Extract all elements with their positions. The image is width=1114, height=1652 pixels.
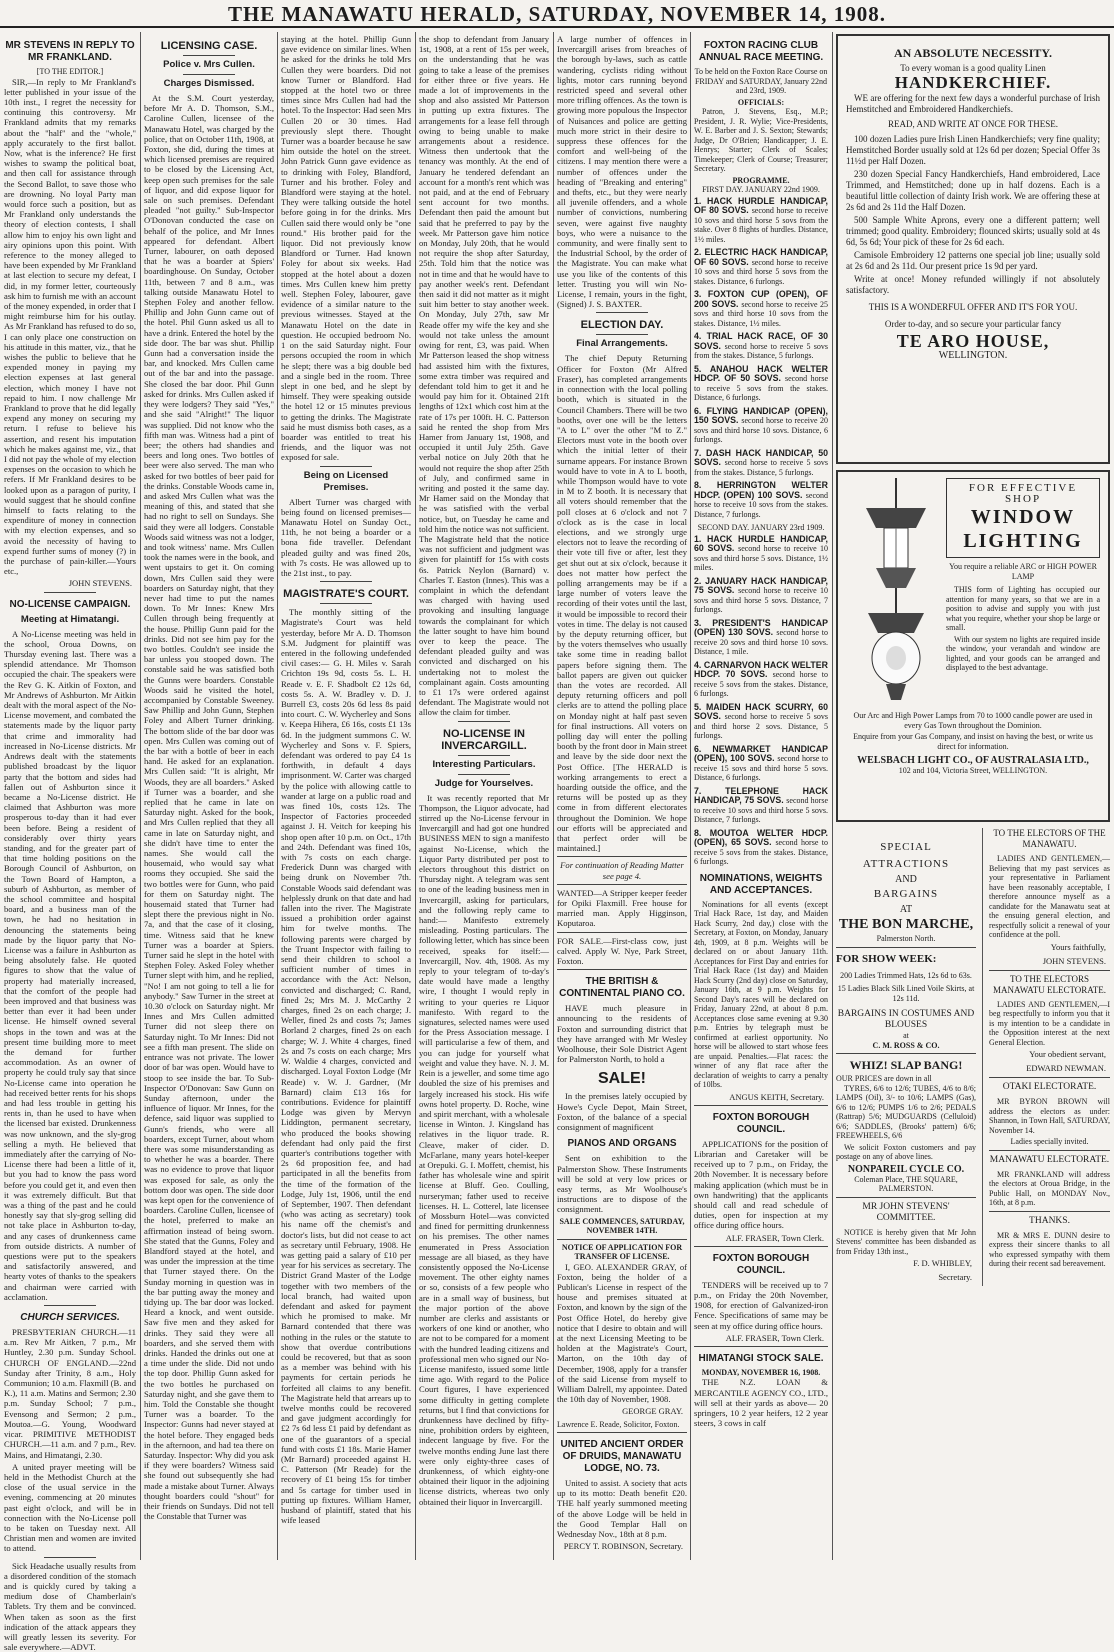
column-2: [144, 34, 274, 1558]
race-description: second horse to receive 5 sovs from the stakes. Distance, 5 furlongs.: [694, 341, 828, 360]
column-1: [4, 34, 136, 1652]
divider: [596, 312, 648, 313]
council-2-signature: ALF. FRASER, Town Clerk.: [725, 1332, 824, 1343]
day-1-heading: FIRST DAY. JANUARY 22nd 1909.: [702, 185, 820, 194]
lighting-shop: SHOP: [1004, 493, 1042, 505]
druids-signature: PERCY T. ROBINSON, Secretary.: [563, 1541, 683, 1552]
race-entry: [694, 290, 828, 328]
race-meeting-title: FOXTON RACING CLUB ANNUAL RACE MEETING.: [698, 40, 824, 63]
race-entry: [694, 829, 828, 867]
handkerchief-advert: [836, 34, 1110, 464]
electors-sig-2: JOHN STEVENS.: [1042, 955, 1106, 966]
nolicense-title: NO-LICENSE CAMPAIGN.: [9, 598, 131, 610]
race-entry: [694, 745, 828, 783]
divider: [183, 74, 235, 75]
lighting-requirement: You require a reliable ARC or HIGH POWER LAMP: [949, 562, 1097, 581]
race-name: 4. TRIAL HACK RACE, OF 30 SOVS.: [694, 331, 828, 351]
order-today: Order to-day, and so secure your particular fancy: [884, 319, 1062, 329]
letter-signature: JOHN STEVENS.: [68, 578, 132, 589]
letter-to: [TO THE EDITOR.]: [36, 67, 104, 76]
divider: [694, 1246, 828, 1247]
licensing-subtitle: Police v. Mrs Cullen.: [163, 59, 255, 70]
race-description: second horse to receive 10 sovs and third horse 5 sovs from the stakes. Distance, 6 furlongs.: [694, 257, 828, 286]
race-name: 3. PRESIDENT'S HANDICAP (OPEN) 130 SOVS.: [694, 617, 828, 637]
licensed-premises-body: Albert Turner was charged with being found on licensed premises—Manawatu Hotel on Sunday Oct., 11th, he not being a boarder or a bona fide traveller. Defendant pleaded guilty and was fined 20s, with 7s costs. He was allowed up to the 21st inst., to pay.: [281, 496, 411, 578]
transfer-signature: GEORGE GRAY.: [622, 1406, 683, 1417]
council-title: FOXTON BOROUGH COUNCIL.: [712, 1111, 810, 1135]
bon-special: SPECIAL: [880, 841, 932, 853]
race-name: 6. NEWMARKET HANDICAP (OPEN), 100 SOVS.: [694, 743, 828, 763]
otaki-title: OTAKI ELECTORATE.: [1002, 1082, 1097, 1092]
piano-body-3: Sent on exhibition to the Palmerston Show. These Instruments will be sold at very low prices or easy terms, as Mr Woolhouse's instructions are to dispose of the consignment.: [557, 1153, 687, 1215]
race-description: second horse to receive 5 sovs from the stakes. Distance, 5 furlongs.: [694, 458, 828, 477]
race-name: 1. HACK HURDLE HANDICAP, OF 80 SOVS.: [694, 195, 828, 215]
race-entry: [694, 449, 828, 478]
race-entry: [694, 661, 828, 699]
day-2-heading: SECOND DAY. JANUARY 23rd 1909.: [697, 523, 825, 532]
lighting-lighting: LIGHTING: [963, 530, 1083, 552]
offer-item-3: 500 Sample White Aprons, every one a different pattern; well trimmed; good quality. Embroidery; flounced skirts; usually sold at 4s 6d, 5s 6d; Your pick of these for 2s 6d each.: [846, 215, 1100, 247]
race-description: second horse to receive 5 sovs and third horse 2 sovs. Distance, 5 furlongs.: [694, 712, 828, 740]
read-write: READ, AND WRITE AT ONCE FOR THESE.: [887, 119, 1058, 129]
stock-sale-date: MONDAY, NOVEMBER 16, 1908.: [701, 1367, 821, 1377]
officials-title: OFFICIALS:: [737, 97, 785, 107]
programme-title: PROGRAMME.: [732, 175, 790, 185]
divider: [44, 1557, 97, 1558]
race-name: 3. FOXTON CUP (OPEN), OF 200 SOVS.: [694, 289, 828, 309]
race-description: second horse to receive 10 sovs from the stakes. Distance, 7 furlongs.: [694, 490, 828, 519]
race-entry: [694, 365, 828, 403]
druids-body: United to assist. A society that acts up to its motto: Death benefit £20. THE half yearly summoned meeting of the above Lodge will be held in the Good Templar Hall on Wednesday Nov., 18th at 8 p.m.: [557, 1478, 687, 1540]
necessity-title: AN ABSOLUTE NECESSITY.: [894, 46, 1052, 60]
race-description: second horse to receive 10 sovs and third horse 5 sovs from the stake. Over 8 flights of hurdles. Distance, 1½ miles.: [694, 206, 828, 244]
letter-title: MR STEVENS IN REPLY TO MR FRANKLAND.: [5, 40, 135, 63]
divider: [836, 1053, 976, 1054]
race-name: 6. FLYING HANDICAP (OPEN), 150 SOVS.: [694, 405, 828, 425]
show-week: FOR SHOW WEEK:: [836, 952, 937, 965]
race-description: second horse to receive 20 sovs and third horse 10 sovs. Distance, 1 mile.: [694, 628, 829, 656]
race-description: second horse to receive 20 sovs and third horse 10 sovs. Distance, 6 furlongs.: [694, 416, 828, 444]
divider: [320, 581, 372, 582]
show-at: at: [903, 1031, 909, 1040]
offer-item-1: 100 dozen Ladies pure Irish Linen Handkerchiefs; very fine quality; Hemstitched Border usually sold at 12s 6d per dozen; Special Offer 3s 11½d per Half Dozen.: [846, 134, 1100, 166]
nonpareil-name: NONPAREIL CYCLE CO.: [847, 1163, 965, 1175]
council-body: APPLICATIONS for the position of Librarian and Caretaker will be received up to 7 p.m., on Friday, the 20th November. It is necessary before making application (which must be in own handwriting) that the applicants should call and read schedule of duties, open for inspection at my office during office hours.: [694, 1138, 828, 1231]
race-description: second horse to receive 5 sovs from the stakes. Distance, 6 furlongs.: [694, 838, 828, 866]
lighting-range: Our Arc and High Power Lamps from 70 to 1000 candle power are used in every Gas Town throughout the Dominion.: [853, 711, 1093, 730]
transfer-solicitor: Lawrence E. Reade, Solicitor, Foxton.: [557, 1419, 680, 1429]
race-entry: [694, 197, 828, 245]
column-divider: [832, 32, 833, 1560]
piano-company-title: THE BRITISH & CONTINENTAL PIANO CO.: [559, 976, 685, 1000]
election-day-body: The chief Deputy Returning Officer for Foxton (Mr Alfred Fraser), has completed arrangements in connection with the local polling booth, which is situated in the Council Chambers. There will be two booths, over one will be the letters "A to L" over the other "M to Z." Electors must vote in the booth over which the initial letter of their surname appears. For instance Brown would have to vote in A to L booth, while Thompson would have to vote in M to Z booth. It is necessary that all voters should remember that the poll closes at 6 o'clock and not 7 o'clock as is the case in local elections, and we strongly urge electors not to leave the recording of their vote till five or after, lest they get shut out at six o'clock, because it does not matter how perfect the polling arrangements may be if a large number of voters leave the recording of their votes until the last, it would be impossible to record their votes in time. The delay is not caused by the deputy returning officer, but by the voters themselves who usually take some time in reading ballot papers before signing them. The ballot papers are given out quicker than the votes are recorded. All deputy returning officers and poll clerks are to attend the polling place on Monday night at half past seven for final instructions. All voters on polling day will enter the polling booth by the front door in Main street and leave by the side door next the Post Office. [The HERALD is working arrangements to erect a hoarding outside the office, and the returns will be posted up as they come in from different electorates throughout the Dominion. We hope our efforts will be appreciated and that perfect order will be maintained.]: [557, 353, 687, 854]
continuation-note: For continuation of Reading Matter see page 4.: [560, 860, 684, 881]
street-lamp-image: [846, 478, 946, 711]
piano-sale-date: SALE COMMENCES, SATURDAY, NOVEMBER 14TH.: [559, 1216, 685, 1236]
licensing-subtitle-2: Charges Dismissed.: [163, 78, 255, 89]
lighting-window: WINDOW: [970, 506, 1076, 528]
column-divider: [982, 828, 983, 1286]
race-entry: [694, 481, 828, 519]
te-aro-house: TE ARO HOUSE,: [896, 331, 1050, 351]
race-name: 2. ELECTRIC HACK HANDICAP, OF 60 SOVS.: [694, 247, 828, 267]
divider: [557, 884, 687, 885]
bon-bargains: BARGAINS: [873, 888, 939, 900]
election-day-subtitle: Final Arrangements.: [576, 338, 668, 350]
divider: [989, 1150, 1110, 1151]
divider: [320, 466, 372, 467]
race-description: second horse to receive 5 sovs from the stakes. Distance, 6 furlongs.: [694, 374, 829, 402]
invercargill-title: NO-LICENSE IN INVERCARGILL.: [441, 727, 527, 752]
column-divider: [690, 32, 691, 1560]
ross-co: C. M. ROSS & CO.: [872, 1040, 940, 1050]
necessity-line: To every woman is a good quality Linen: [900, 63, 1046, 73]
column-7: [836, 34, 1110, 1558]
masthead-title: THE MANAWATU HERALD, SATURDAY, NOVEMBER 14, 1908.: [227, 2, 887, 26]
divider: [458, 721, 510, 722]
thanks-title: THANKS.: [1029, 1215, 1070, 1226]
race-entry: [694, 248, 828, 286]
licensing-continued: staying at the hotel. Phillip Gunn gave evidence on similar lines. When he asked for the drinks he told Mrs Cullen they were boarders. Did not know Turner or Blandford. Had stopped at the hotel two or three times since Mrs Cullen had had the hotel. To the Inspector: Had seen Mrs Cullen 20 or 30 times. Had previously slept there. Thought Turner was a boarder because he saw him outside the hotel on the street. John Patrick Gunn gave evidence as to drinking with Foley, Blandford, Turner and his brother. Foley and Blandford were staying at the hotel. They were talking outside the hotel before going in for the drinks. Mrs Cullen said there would only be "one round." His brother paid for the liquor. Did not previously know Blandford or Turner. Had known Foley for about six weeks. Had stopped at the hotel about a dozen times. Mrs Cullen knew him pretty well. Stephen Foley, labourer, gave evidence of a similar nature to the previous witnesses. Stayed at the Manawatu Hotel on the date in question. He occupied bedroom No. 1 on the said Saturday night. Four persons occupied the room in which he slept; there was a big double bed and a single bed in the room. Three slept in one bed, and he slept by himself. They were speaking outside the hotel 12 or 15 minutes previous to getting the drinks. The Magistrate said he must dismiss both cases, as a boarder was entitled to treat his friends, and the liquor was not exposed for sale.: [281, 34, 411, 463]
electorate-body: LADIES AND GENTLEMEN,—I beg respectfully to inform you that it is my intention to be a candidate in the Opposition interest at the next General Election.: [989, 999, 1110, 1047]
piano-sale-heading: SALE!: [598, 1070, 646, 1088]
race-name: 7. TELEPHONE HACK HANDICAP, 75 SOVS.: [694, 785, 828, 805]
lamp-icon: [846, 478, 946, 708]
whiz-prices: OUR PRICES are down in all: [836, 1074, 932, 1083]
whiz-body: We solicit Foxton customers and pay postage on any of above lines.: [836, 1142, 976, 1161]
nominations-title: NOMINATIONS, WEIGHTS AND ACCEPTANCES.: [699, 872, 823, 896]
divider: [458, 774, 510, 775]
council-2-body: TENDERS will be received up to 7 p.m., on Friday the 20th November, 1908, for erection of Galvanized-iron Fence. Specifications of same may be seen at my office during office hours.: [694, 1279, 828, 1331]
stevens-committee-sig-2: Secretary.: [938, 1272, 972, 1282]
divider: [557, 856, 687, 857]
piano-body-2: In the premises lately occupied by Howe's Cycle Depot, Main Street, Foxton, of the balance of a special consignment of magnificent: [557, 1091, 687, 1133]
electors-body: LADIES AND GENTLEMEN,—Believing that my past services as your representative in Parliament have been reasonably acceptable, I therefore announce myself as a candidate for the Manawatu seat at the ensuing general election, and respectfully solicit a renewal of your confidence at the poll.: [989, 854, 1110, 939]
letter-body: SIR,—In reply to Mr Frankland's letter published in your issue of the 10th inst., I regret the necessity for continuing this controversy. Mr Frankland admits that my remarks about the "half" and the "whole," apply accurately to the first ballot. Now, what is the inference? He first wishes to swamp the political boat, and then call for assistance through the Second Ballot, to save those who are drowning. No loyal Party man would force such a position, but as Mr Frankland only understands the theory of election contests, I shall allow him to enjoy his own light and airy opinions upon this point. With reference to the money alleged to have been expended by Mr Frankland at last election to secure my defeat, I did, in my former letter, courteously ask him to furnish me with an account of the money expended, in order that I might reimburse him for his outlay. As Mr Frankland has refused to do so, I can only place one construction on his attitude in this matter, viz., that he wishes the public to believe that he expended money in paying my election expenses at last general election, which money I have not repaid to him. I now challenge Mr Frankland to prove that he did legally expend any money on securing my return. I refuse to believe his assertion, and resent his imputation which he makes against me, viz., that I did not pay the whole of my election expenses on the occasion to which he refers. If Mr Frankland desires to be looked upon as a paragon of purity, I would suggest that he should confine himself to facts relating to the expenditure of money in connection with my election expenses, and so avoid the necessity of having to expend further sums of money (?) in the purchase of pain-killer.—Yours etc.,: [4, 76, 136, 577]
divider: [989, 1211, 1110, 1212]
divider: [44, 592, 97, 593]
column-divider: [277, 32, 278, 1560]
nolicense-body: A No-License meeting was held in the school, Oroua Downs, on Thursday evening last. There was a splendid attendance. Mr Thomson occupied the chair. The speakers were the Rev G. K. Aitkin of Foxton, and Mr Andrews of Ashburton. Mr Aitkin dealt with the moral aspect of the No-License movement, and combated the statements made by the liquor party that crime and immorality had increased in No-License districts. Mr Andrews dealt with the statements published broadcast by the liquor party that the bottom and sides had fallen out of Ashburton since it became a No-License district. He claimed that Ashburton was more prosperous to-day than it had ever been before. Being a resident of considerably over thirty years standing, and for the greater part of that time holding positions on the Borough Council of Ashburton, on the Town Board of Hampton, a suburb of Ashburton, as member of the school committee and hospital board, and a business man of the town, he had no hesitation in denouncing the statements being made by the liquor party that No-License was a failure in Ashburton as being absolutely false. He quoted figures to show that the value of property had materially increased, that the comfort of the people had been improved and that business was better than ever it had been under license. He himself owned several shops in the town and was at the present time building more to meet the demand for further accommodation. As an owner of property he could truly say that since No-License came into operation he had received better rents for his shops and had less trouble in getting his rents in, than he used to have when the licensed bar existed. Drunkenness was now unknown, and the sly-grog selling a myth. He believed that immediately after the carrying of No-License there had been a little of it, but you had to know the pass word before you could get it, and even then it was extremely difficult. But that was a thing of the past and he could honestly say that sly-grog selling did not take place in Ashburton to-day, and any cases of drunkenness came from outside districts. A number of questions were put to the speakers and satisfactorily answered, and hearty votes of thanks to the speakers and chairman were carried with acclamation.: [4, 628, 136, 1302]
race-name: 7. DASH HACK HANDICAP, 50 SOVS.: [694, 447, 828, 467]
divider: [694, 1346, 828, 1347]
bon-and: AND: [895, 874, 917, 885]
transfer-title: NOTICE OF APPLICATION FOR TRANSFER OF LICENSE.: [561, 1242, 683, 1262]
race-description: second horse to receive 10 sovs and third horse 5 sovs. Distance, 7 furlongs.: [694, 586, 829, 614]
electorate-sig-2: EDWARD NEWMAN.: [1026, 1063, 1106, 1073]
right-ad-column: [989, 828, 1110, 1286]
race-description: second horse to receive 15 sovs and third horse 5 sovs. Distance, 6 furlongs.: [694, 754, 828, 782]
for-sale-advert: FOR SALE.—First-class cow, just calved. Apply W. Nye, Park Street, Foxton.: [557, 935, 687, 967]
court-continued: the shop to defendant from January 1st, 1908, at a rent of 15s per week, on the understanding that he was going to take a lease of the premises for either three or five years. He made a lot of improvements in the shop and also assisted Mr Patterson in putting up extra fixtures. The arrangements for a lease fell through owing to being unable to make arrangements about a residence. Witness then undertook that the tenancy was monthly. At the end of January he tendered defendant an account for a month's rent which was not paid, and at the end of February sent account for two months. Defendant then paid the amount but said that he preferred to pay by the week. Mr Patterson gave him notice on Monday, July 20th, that he would not require the shop after Saturday, 25th. Told him that the notice was not in time and that he would have to pay another week's rent. Defendant then said it did not matter as it might suit him better to stay another week. On Monday, July 27th, saw Mr Reade offer my wife the key and she would not take unless the amount owing for rent, £3, was paid. When Mr Patterson leased the shop witness had assisted him with the fixtures, some extra timber was required and defendant told him to get it and he would pay him for it. Obtained 21ft lengths of 12x1 which cost him at the rate of 17s per 100ft. H. C. Patterson said he rented the shop from Mrs Hamer from January 1st, 1908, and occupied it until July 25th. Gave verbal notice on July 20th that he would not require the shop after 25th of July, and confirmed same in writing and posted it the same day. Mr Hamer said on the Monday that he was satisfied with the verbal notice, but, on Tuesday he came and told him the notice was not sufficient. The Magistrate held that the notice was not sufficient and judgment was given for plaintiff for 15s with costs 6s. Patrick Neylon (Barnard) v. Charles T. Easton (Innes). This was a complaint in which the defendant was charged with having used provoking and insulting language towards the complainant for which the latter sought to have him bound over to keep the peace. The defendant pleaded guilty and was convicted and discharged on his undertaking not to molest the complainant again. Costs amounting to £1 17s were ordered against defendant. The Magistrate would not allow the claim for timber.: [419, 34, 549, 718]
wellington: WELLINGTON.: [938, 350, 1008, 361]
race-name: 8. MOUTOA WELTER HDCP. (OPEN), 65 SOVS.: [694, 827, 828, 847]
otaki-body: MR BYRON BROWN will address the electors as under: Shannon, in Town Hall, SATURDAY, November 14.: [989, 1097, 1110, 1135]
race-description: second horse to receive 10 sovs and third horse 5 sovs. Distance, 1½ miles.: [694, 544, 829, 572]
piano-items: PIANOS AND ORGANS: [567, 1138, 677, 1150]
electors-title: TO THE ELECTORS OF THE MANAWATU.: [993, 828, 1106, 849]
race-entry: [694, 535, 828, 573]
electorate-title: TO THE ELECTORS MANAWATU ELECTORATE.: [992, 973, 1107, 995]
race-name: 2. JANUARY HACK HANDICAP, 75 SOVS.: [694, 575, 828, 595]
handkerchief-heading: HANDKERCHIEF.: [894, 73, 1052, 92]
electors-sig-1: Yours faithfully,: [1050, 941, 1106, 952]
divider: [596, 334, 648, 335]
magistrates-court-body: The monthly sitting of the Magistrate's Court was held yesterday, before Mr A. D. Thomson S.M. Judgment for plaintiff was entered in the following undefended civil cases:— G. H. Miles v. Sarah Crichton 19s 9d, costs 5s. L. H. Reade v. E. F. Shadbolt £2 12s 6d, costs 5s. A. W. Bradley v. D. J. Burrell £3, costs 20s 6d less 8s paid into court. C. W. Wycherley and Sons v. Keepa Hihera, £6 16s, costs £1 13s 6d. In the judgment summons C. W. Wycherley and Sons v. F. Spiers, defendant was ordered to pay £4 1s forthwith, in default 4 days imprisonment. W. Carter was charged by the police with allowing cattle to wander at large on a public road and was fined 10s, costs 12s. The Inspector of Factories proceeded against J. H. Veitch for keeping his shop open after 10 p.m. on Oct., 17th and 24th. Defendant was fined 10s, with 7s costs on each charge. Frederick Dunn was charged with being drunk on November 7th. Constable Woods said defendant was helplessly drunk on that date and had fallen into the river. The Magistrate issued a prohibition order against him for twelve months. The following parents were charged by the Truant Inspector with failing to send their children to school a sufficient number of times in accordance with the Act: Nelson, convicted and discharged; C. Rand, fined 2s; Mrs M. J. McCarthy 2 charges, fined 2s on each charge; J. Weller, fined 2s and costs 7s; James Borland 2 charges, fined 2s on each charge; W. J. White 4 charges, fined 2s and 7s costs on each charge; Mrs W. Waldie 4 charges, convicted and discharged. Loyal Foxton Lodge (Mr Reade) v. W. J. Gardner, (Mr Barnard) claim £13 16s for contributions. Evidence for plaintiff Lodge was given by Mervyn Liddington, permanent secretary, who produced the books showing defendant had only paid the first quarter's contributions together with 2s 6d proposition fee, and had participated in all the benefits from the time of the formation of the Lodge, July 1st, 1906, until the end of September, 1907. Then defendant (who was acting as secretary) took his name off the chemist's and doctor's lists, but did not cease to act as secretary until February, 1908. He was getting paid a salary of £10 per year for his services as secretary. The District Grand Master of the Lodge together with two members of the local branch, had waited upon defendant and asked for payment which he promised to make. Mr Barnard contended that there was nothing in the rules or the statute to show that overdue contributions could be recovered, but that as soon as a member was behind with his payments for certain periods he forfeited all claims to any benefit. The Magistrate held that arrears up to twelve months could be recovered and gave judgment accordingly for £2 7s 6d less £1 paid by defendant as one of the guarantors of a special fund with costs £1 18s. Marie Hamer (Mr Barnard) proceeded against H. C. Patterson (Mr Reade) for the recovery of £1 being 15s for timber and 5s cartage for timber used in putting up fixtures. William Hamer, husband of plaintiff, stated that his wife leased: [281, 607, 411, 1526]
piano-body: HAVE much pleasure in announcing to the residents of Foxton and surrounding district that they have arranged with Mr Wesley Woolhouse, their Sole District Agent for Palmerston North, to hold a: [557, 1003, 687, 1065]
race-meeting-intro: To be held on the Foxton Race Course on FRIDAY and SATURDAY, January 22nd and 23rd, 1909.: [694, 67, 828, 95]
divider: [183, 55, 235, 56]
column-divider: [553, 32, 554, 1560]
sick-headache-advert: Sick Headache usually results from a disordered condition of the stomach and is quickly cured by taking a medium dose of Chamberlain's Tablets. Try them and be convinced. When taken as soon as the first indication of the attack appears they will greatly lessen its severity. For sale everywhere.—ADVT.: [4, 1560, 136, 1652]
lighting-top: FOR EFFECTIVE: [968, 482, 1078, 494]
druids-title: UNITED ANCIENT ORDER OF DRUIDS, MANAWATU LODGE, NO. 73.: [560, 1439, 684, 1475]
church-title: CHURCH SERVICES.: [20, 1312, 120, 1324]
wanted-advert: WANTED—A Stripper keeper feeder for Opiki Flaxmill. Free house for married man. Apply Higginson, Koputaroa.: [557, 887, 687, 929]
race-entry: [694, 332, 828, 361]
race-name: 5. ANAHOU HACK WELTER HDCP. OF 50 SOVS.: [694, 363, 828, 383]
nominations-body: Nominations for all events (except Trial Hack Race, 1st day, and Maiden Hack Scurry, 2nd day,) close with the Secretary, at Foxton, on Monday, January 4th, 1909, at 8 p.m. Weights will be declared on or about January 11th. Acceptances for First Day and entries for Trial Hack Race (1st day) and Maiden Hack Scurry (2nd day) close on Saturday, January 16th, at 9 p.m. Weights for Second Day's races will be declared on Friday, January 22nd, at about 8 p.m. Acceptances close same evening at 9.30 p.m. Entries by telegraph must be confirmed at earliest opportunity. No horse will be allowed to start whose fees are unpaid. Penalties.—Flat races: the winner of any flat race after the declaration of weights to carry a penalty of 10lbs.: [694, 899, 828, 1089]
race-name: 5. MAIDEN HACK SCURRY, 60 SOVS.: [694, 701, 828, 721]
bon-place: Palmerston North.: [876, 934, 936, 943]
invercargill-body: It was recently reported that Mr Thompson, the Liquor advocate, had stirred up the No-License fervour in Invercargill and had got one hundred BUSINESS MEN to sign a manifesto against No-License, which the Liquor Party distributed per post to electors throughout this district on Thursday night. A telegram was sent to one of the leading business men in Invercargill, asking for particulars, and the following reply came to hand:— Manifesto extremely misleading. Posting particulars. The following letter, which has since been received, speaks for itself:— Invercargill, Nov. 4th, 1908. As my reply to your telegram of to-day's date would have made a lengthy wire, I thought I would reply in writing to your queries re Liquor manifesto. With regard to the signatures, selected names were used for the Press Association message. I will particularise a few of them, and you can judge for yourself what weight and value they have. N. J. M. Rein is a jeweller, and some time ago doubled the size of his premises and largely increased his stock. His wife owns hotel property. D. Roche, wine and spirit merchant, with a wholesale license in Winton. J. Kingsland has relatives in the liquor trade. R. Cleave, maker of cider. D. McFarlane, many years hotel-keeper at Orepuki. G. I. Moffett, chemist, his father has wholesale wine and spirit license at Bluff. Geo. Coulling, nurseryman; father used to receive licenses. H. L. Cotterel, late licensee of Mossburn Hotel—was convicted and fined for permitting drunkenness on his premises. The other names enumerated in Press Association message are all biased, as they have consistently opposed the No-License movement. The other eighty names or so, consists of a few people who are in a small way of business, but the major portion of the above number are clerks and assistants or workers of one kind or another, who are not to be compared for a moment with the hundred leading citizens and professional men who signed our No-License manifesto, issued some little time ago. With regard to the Police Court figures, I have experienced some difficulty in getting complete returns, but I find that convictions for drunkenness have declined by fifty-nine, prohibition orders by eighteen, indecent language by five. For the twelve months ending June last there were only eighty-three cases of drunkenness, of which eighty-one obtained their liquor in the adjoining license districts, whereas two only obtained their liquor in Invercargill.: [419, 792, 549, 1507]
race-entry: [694, 787, 828, 825]
column-3: [281, 34, 411, 1558]
prayer-notice: A united prayer meeting will be held in the Methodist Church at the close of the usual service in the evening, commencing at 20 minutes past eight o'clock, and will be in connection with the No-License poll to be taken on Tuesday next. All Christian men and women are invited to attend.: [4, 1461, 136, 1554]
race-name: 4. CARNARVON HACK WELTER HDCP. 70 SOVS.: [694, 659, 828, 679]
column-divider: [140, 32, 141, 1560]
council-signature: ALF. FRASER, Town Clerk.: [725, 1232, 824, 1243]
stevens-committee-body: NOTICE is hereby given that Mr John Stevens' committee has been disbanded as from Friday 13th inst.,: [836, 1227, 976, 1256]
lighting-body-1: THIS form of Lighting has occupied our attention for many years, so that we are in a position to advise and supply you with just what you require, whether your shop be large or small.: [946, 585, 1100, 632]
stock-sale-title: HIMATANGI STOCK SALE.: [698, 1352, 824, 1364]
window-lighting-advert: [836, 470, 1110, 822]
lighting-enquire: Enquire from your Gas Company, and insist on having the best, or write us direct for information.: [853, 732, 1093, 751]
divider: [458, 755, 510, 756]
offer-item-5: Write at once! Money refunded willingly if not absolutely satisfactory.: [846, 274, 1100, 295]
divider: [557, 932, 687, 933]
race-description: second horse to receive 10 sovs and third horse 5 sovs. Distance, 7 furlongs.: [694, 796, 828, 824]
column-5: [557, 34, 687, 1558]
divider: [694, 1105, 828, 1106]
licensing-body: At the S.M. Court yesterday, before Mr A. D. Thomson, S.M., Caroline Cullen, licensee of the Manawatu Hotel, was charged by the police, that on October 11th, 1908, at Foxton, she did, during the times at which licensed premises are required to be closed by the Licensing Act, keep open such premises for the sale of liquor, and did expose liquor for sale on such premises. Defendant pleaded "not guilty." Sub-Inspector O'Donovan conducted the case on behalf of the police, and Mr Innes appeared for defendant. Albert Turner, labourer, on oath deposed that he was a boarder at Spiers' boardinghouse. On Sunday, October 11th, between 7 and 8 a.m., was talking outside Manawatu Hotel to Stephen Foley and another fellow. Phillip and John Gunn came out of the hotel. Phil Gunn asked us all to have a drink. Entered the hotel by the side door. The bar was shut. Phillip Gunn had a conversation inside the bar, and knocked. Mrs Cullen came out of the bar and into the passage. She closed the bar door. Phil Gunn asked for drinks. Mrs Cullen asked if they were lodgers? They said "Yes," and she said "Alright!" The liquor was supplied. Did not know who the fifth man was. Witness had a pint of beer; the others had shandies and beers and long ones. Two bottles of beer were also served. The man who asked for two bottles of beer paid for the drinks. Constable Woods came in, and asked Mrs Cullen what was the meaning of this, and stated that she had no right to sell on Sundays. She said they were all lodgers. Constable Woods said witness was not a lodger, and took witness' name. Mrs Cullen took the names were in the book, and went upstairs to get it. On coming down, Mrs Cullen said they were boarders on Saturday night, that they never had time to put the names down. To Mr Innes: Knew Mrs Cullen through being frequently at the house. Phillip Gunn paid for the drinks. Did not see him pay for the two bottles. Couldn't see inside the bar unless you stooped down. The constable said he was satisfied both the Gunns were boarders. Constable Woods said he visited the hotel, accompanied by Constable Sweeney. Saw Phillip and John Gunn, Stephen Foley and Albert Turner drinking. The bottom slide of the bar door was open. Mrs Cullen was coming out of the bar with a bottle of beer in each hand. He asked for an explanation. Mrs Cullen said: "It is alright, Mr Woods, they are all boarders." Asked if Turner was a boarder, and she replied that he came in late on Saturday night. Asked for the book, and Mrs Cullen replied that they all came in late on Saturday night, and she didn't have time to enter the names. She would call the housemaid, who would say what rooms they occupied. She said the two bottles were for Gunn, who paid for them on Saturday night. The housemaid stated that Turner had slept there the previous night in No. 7a, and that the case of it closing, time. Witness said that he knew Turner was a boarder at Spiers. Turner said he slept in the hotel with Stephen Foley. Asked Foley whether Turner slept with him, and he replied, "No! I am not going to tell a lie for anybody." Saw Turner in the street at 10.30 o'clock on Saturday night. Mr Innes and Mrs Cullen admitted Turner did not sleep there on Saturday night. To Mr Innes: Did not see a fifth man present. The slide on entrance was not private. The lower door of bar was open. Would have to stoop to see inside the bar. To Sub-Inspector O'Donovan: Saw Gunn on Sunday afternoon, under the influence of liquor. Mr Innes, for the defence, said liquor was supplied to Gunn's friends, who were all boarders, except Turner, about whom there was some misunderstanding as to whether he was a boarder. There was no evidence to prove that liquor was exposed for sale, as only the bottom door was open. The side door was kept open for the convenience of boarders. Caroline Cullen, licensee of the hotel, preferred to make an affirmation instead of being sworn. She stated that the Gunns, Foley and Blandford stayed at the hotel, and was under the impression at the time that Turner stayed there. On the Sunday morning in question was in the bar putting away the money and tidying up. The bar door was locked. Heard a knock, and went outside. Saw five men and they asked for drinks. They said they were all boarders, and she served them with drinks. Handed the drinks out one at a time under the slide. Did not undo the top door. Phillip Gunn asked for the two bottles he purchased on Saturday night, and she gave them to him. Told the Constable she thought Turner was a boarder. To the Inspector: Gunns had never stayed at the hotel before. They engaged beds in the afternoon, and had tea there on Saturday. Inspector: Why did you ask if they were boarders? Witness said she found out subsequently she had made a mistake about Turner. Always thought boarders could "shout" for their friends on Sundays. Did not tell the Constable that Turner was: [144, 93, 274, 1522]
stevens-committee-title: MR JOHN STEVENS' COMMITTEE.: [862, 1201, 950, 1223]
left-ad-column: [836, 828, 976, 1286]
licensing-title: LICENSING CASE.: [160, 40, 258, 52]
show-item-2: 15 Ladies Black Silk Lined Voile Skirts, at 12s 11d.: [837, 984, 975, 1003]
whiz-title: WHIZ! SLAP BANG!: [849, 1058, 963, 1072]
licensed-premises-title: Being on Licensed Premises.: [303, 469, 389, 493]
divider: [836, 1197, 976, 1198]
lighting-body-2: With our system no lights are required inside the window, your verandah and window are lighted, and your goods can be arranged and displayed to the best advantage.: [946, 634, 1100, 672]
transfer-body: I, GEO. ALEXANDER GRAY, of Foxton, being the holder of a Publican's License in respect of the house and premises situated at Foxton, and known by the sign of the Post Office Hotel, do hereby give notice that I desire to obtain and will at the next Licensing Meeting to be holden at the Magistrate's Court, Marton, on the 10th day of December, 1908, apply for a transfer of the said License from myself to William Dalrell, my appointee. Dated the 10th day of November, 1908.: [557, 1261, 687, 1405]
column-6: [694, 34, 828, 1558]
race-name: 1. HACK HURDLE HANDICAP, 60 SOVS.: [694, 533, 828, 553]
race-description: second horse to receive 25 sovs and third horse 10 sovs from the stakes. Distance, 1½ miles.: [694, 299, 828, 328]
manawatu-title: MANAWATU ELECTORATE.: [989, 1154, 1110, 1165]
divider: [989, 1077, 1110, 1078]
divider: [557, 969, 687, 970]
stevens-committee-sig-1: F. D. WHIBLEY,: [913, 1258, 972, 1268]
divider: [557, 1432, 687, 1433]
divider: [44, 1305, 97, 1306]
column-4: [419, 34, 549, 1558]
election-day-title: ELECTION DAY.: [580, 319, 664, 332]
bon-attractions: ATTRACTIONS: [862, 858, 950, 870]
bon-marche-name: THE BON MARCHE,: [838, 917, 974, 932]
race-entry: [694, 407, 828, 445]
race-entry: [694, 703, 828, 741]
divider: [836, 947, 976, 948]
invercargill-subtitle-2: Judge for Yourselves.: [434, 777, 534, 789]
stock-sale-body: THE N.Z. LOAN & MERCANTILE AGENCY CO., LTD., will sell at their yards as above— 20 springers, 10 2 year heifers, 12 2 year steers, 3 cows in calf: [694, 1377, 828, 1429]
offer-item-2: 230 dozen Special Fancy Handkerchiefs, Hand embroidered, Lace Trimmed, and Hemstitched; done up in half dozens. Each is a beautiful little collection of dainty Irish work. We are offering these at 2s 6d and 2s 11d the Half Dozen.: [846, 169, 1100, 212]
necessity-body: WE are offering for the next few days a wonderful purchase of Irish Hemstitched and Embroidered Handkerchiefs.: [846, 93, 1100, 114]
welsbach-address: 102 and 104, Victoria Street, WELLINGTON.: [898, 766, 1048, 775]
church-body: PRESBYTERIAN CHURCH.—11 a.m. Rev Mr Aitken, 7 p.m., Mr Huntley, 2.30 p.m. Sunday School. CHURCH OF ENGLAND.—22nd Sunday after Trinity, 8 a.m., Holy Communion; 10 a.m. Flaxmill (B. and K.), 11 a.m. Matins and Sermon; 2.30 p.m. Sunday School; 7 p.m., Evensong and Sermon; 2 p.m., Moutoa.—G. Young, Woodward vicar. PRIMITIVE METHODIST CHURCH.—11 a.m. and 7 p.m., Rev. Mains, and Himatangi, 2.30.: [4, 1327, 136, 1460]
races-day-2: [694, 535, 828, 867]
nolicense-subtitle: Meeting at Himatangi.: [20, 613, 120, 625]
divider: [557, 1239, 687, 1240]
officials-list: Patron, J. Stevens, Esq., M.P.; President, J. R. Wylie; Vice-Presidents, W. E. Barber and J. S. Sexton; Stewards; Judge, Dr O'Brien; Handicapper; J. E. Henrys; Starter; Clerk of Scales; Timekeeper; Clerk of Course; Treasurer; Secretary.: [694, 107, 828, 173]
race-entry: [694, 577, 828, 615]
race-description: second horse to receive 5 sovs from the stakes. Distance, 6 furlongs.: [694, 670, 828, 698]
offer-item-4: Camisole Embroidery 12 patterns one special job line; usually sold at 2s 6d and 2s 11d. Our present price 1s 9d per yard.: [846, 250, 1100, 271]
welsbach-name: WELSBACH LIGHT CO., OF AUSTRALASIA LTD.,: [857, 755, 1089, 766]
masthead: [0, 0, 1114, 28]
manawatu-body: MR FRANKLAND will address the electors at Oroua Bridge, in the Public Hall, on MONDAY Nov., 16th, at 8 p.m.: [989, 1169, 1110, 1207]
wonderful-offer: THIS IS A WONDERFUL OFFER AND IT'S FOR YOU.: [868, 302, 1078, 312]
divider: [320, 603, 372, 604]
whiz-items: TYRES, 6/6 to 12/6; TUBES, 4/6 to 8/6; LAMPS (Oil), 3/- to 10/6; LAMPS (Gas), 6/6 to 12/6; PUMPS 1/6 to 2/6; PEDALS (Rattrap) 5/6; MUDGUARDS (Celluloid) 6/6; SADDLES, (Brooks' pattern) 6/6; FREEWHEELS, 6/6: [836, 1083, 976, 1140]
nonpareil-address: Coleman Place, THE SQUARE, PALMERSTON.: [854, 1174, 958, 1193]
show-item-3: BARGAINS IN COSTUMES AND BLOUSES: [837, 1009, 975, 1030]
nominations-signature: ANGUS KEITH, Secretary.: [729, 1091, 824, 1102]
invercargill-continued: A large number of offences in Invercargill arises from breaches of the borough by-laws, such as cattle wandering, cyclists riding without lights, motor cars running beyond restricted speed and several other more trifling offences. As the town is growing more populous the Inspector of Nuisances and police are getting much more strict in their desire to suppress these offences for the comfort and well-being of the citizens. I may mention there were a number of offences under the heading of "Breaking and entering" and thefts, etc., but they were nearly all juvenile offenders, and a whole number of convictions, numbering seven, were against five naughty boys, who were a nuisance to the community, and were finally sent to the Industrial School, by the order of the Magistrate. You can make what use you like of the contents of this letter. Trusting you will win No-License, I remain, yours in the fight, (Signed) J. S. BAXTER.: [557, 34, 687, 310]
bon-at: AT: [899, 904, 913, 915]
race-entry: [694, 619, 828, 657]
magistrates-court-title: MAGISTRATE'S COURT.: [283, 588, 409, 601]
otaki-note: Ladies specially invited.: [1010, 1137, 1089, 1146]
electorate-sig-1: Your obedient servant,: [1029, 1049, 1106, 1059]
divider: [989, 970, 1110, 971]
thanks-body: MR & MRS E. DUNN desire to express their sincere thanks to all who expressed sympathy with them during their recent sad bereavement.: [989, 1230, 1110, 1268]
show-item-1: 200 Ladies Trimmed Hats, 12s 6d to 63s.: [840, 970, 972, 980]
race-name: 8. HERRINGTON WELTER HDCP. (OPEN) 100 SOVS.: [694, 480, 828, 500]
council-2-title: FOXTON BOROUGH COUNCIL.: [712, 1252, 810, 1276]
races-day-1: [694, 197, 828, 520]
invercargill-subtitle: Interesting Particulars.: [432, 758, 536, 770]
column-divider: [415, 32, 416, 1560]
